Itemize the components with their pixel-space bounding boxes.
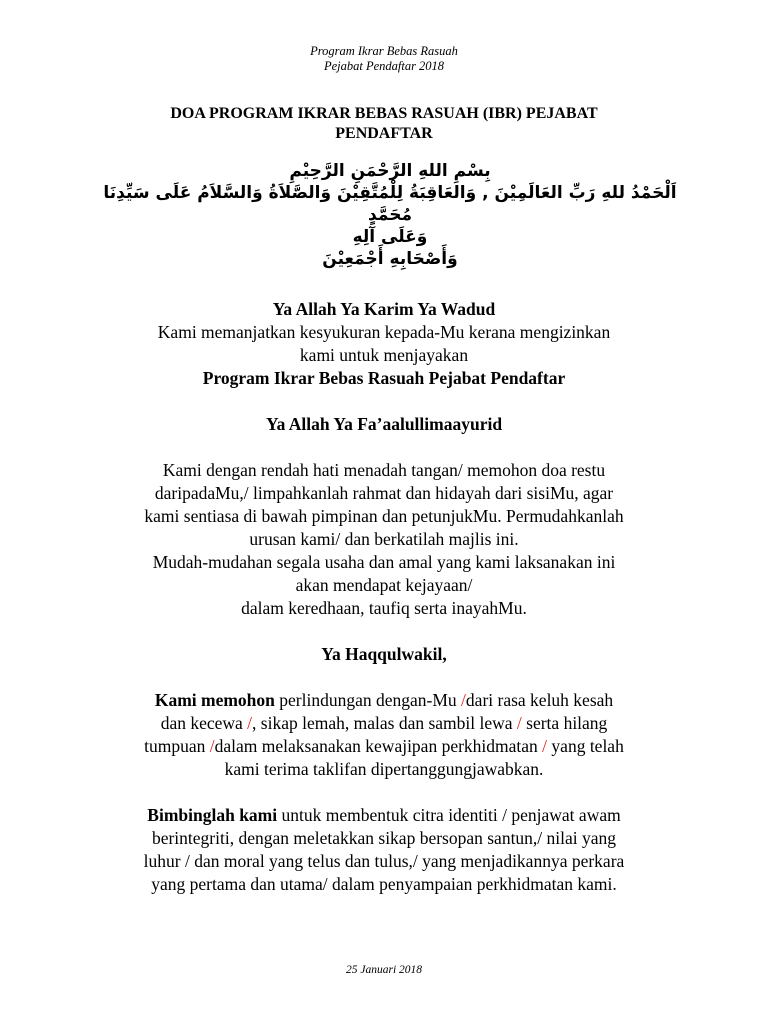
running-header <box>0 44 768 74</box>
slash-mark: / <box>461 690 466 710</box>
slash-mark: / <box>209 736 215 756</box>
text-line: Bimbinglah kami untuk membentuk citra identiti / penjawat awam <box>147 805 621 825</box>
text-line: luhur / dan moral yang telus dan tulus,/ yang menjadikannya perkara <box>143 851 625 871</box>
arabic-opening <box>80 160 700 270</box>
arabic-line-2: اَلْحَمْدُ للهِ رَبِّ العَالَمِيْنَ , وَالعَاقِبَةُ لِلْمُتَّقِيْنَ وَالصَّلاَةُ وَالسَّلاَمُ عَلَى سَيِّدِنَا مُحَمَّدٍ <box>103 183 677 225</box>
header-line-1: Program Ikrar Bebas Rasuah <box>310 44 458 58</box>
arabic-line-3: وَعَلَى آلِهِ <box>352 227 428 247</box>
title-line-1: DOA PROGRAM IKRAR BEBAS RASUAH (IBR) PEJABAT <box>170 105 598 122</box>
arabic-line-4: وَأَصْحَابِهِ أَجْمَعِيْنَ <box>322 249 458 269</box>
text-line: kami untuk menjayakan <box>299 345 469 365</box>
text-line: berintegriti, dengan meletakkan sikap bersopan santun,/ nilai yang <box>151 828 617 848</box>
text-line: Kami dengan rendah hati menadah tangan/ memohon doa restu <box>162 460 606 480</box>
text-line: yang pertama dan utama/ dalam penyampaian perkhidmatan kami. <box>151 874 617 894</box>
heading-faaalullimaayurid: Ya Allah Ya Fa’aalullimaayurid <box>265 414 503 434</box>
text-line: dan kecewa /, sikap lemah, malas dan sambil lewa / serta hilang <box>160 713 608 733</box>
text-line: Kami memanjatkan kesyukuran kepada-Mu kerana mengizinkan <box>157 322 611 342</box>
slash-mark: / <box>542 736 548 756</box>
bold-phrase: Bimbinglah kami <box>147 805 278 825</box>
program-name: Program Ikrar Bebas Rasuah Pejabat Pendaftar <box>202 368 566 388</box>
text-line: tumpuan /dalam melaksanakan kewajipan perkhidmatan / yang telah <box>144 736 624 756</box>
heading-haqqulwakil: Ya Haqqulwakil, <box>321 644 447 664</box>
title-line-2: PENDAFTAR <box>335 125 433 142</box>
text-line: Kami memohon perlindungan dengan-Mu /dari rasa keluh kesah <box>154 690 614 710</box>
heading-karim-wadud: Ya Allah Ya Karim Ya Wadud <box>272 299 496 319</box>
text-line: kami terima taklifan dipertanggungjawabkan. <box>224 759 544 779</box>
slash-mark: / <box>516 713 522 733</box>
text-line: dalam keredhaan, taufiq serta inayahMu. <box>241 598 527 618</box>
document-title <box>60 104 708 144</box>
slash-mark: / <box>247 713 253 733</box>
document-body <box>60 298 708 896</box>
text-line: akan mendapat kejayaan/ <box>295 575 473 595</box>
text-line: daripadaMu,/ limpahkanlah rahmat dan hidayah dari sisiMu, agar <box>154 483 614 503</box>
text-line: urusan kami/ dan berkatilah majlis ini. <box>249 529 519 549</box>
text-line: kami sentiasa di bawah pimpinan dan petunjukMu. Permudahkanlah <box>144 506 624 526</box>
footer-date: 25 Januari 2018 <box>345 964 423 976</box>
bold-phrase: Kami memohon <box>154 690 275 710</box>
header-line-2: Pejabat Pendaftar 2018 <box>323 59 445 73</box>
arabic-line-1: بِسْمِ اللهِ الرَّحْمَنِ الرَّحِيْمِ <box>289 161 491 181</box>
text-line: Mudah-mudahan segala usaha dan amal yang kami laksanakan ini <box>152 552 616 572</box>
